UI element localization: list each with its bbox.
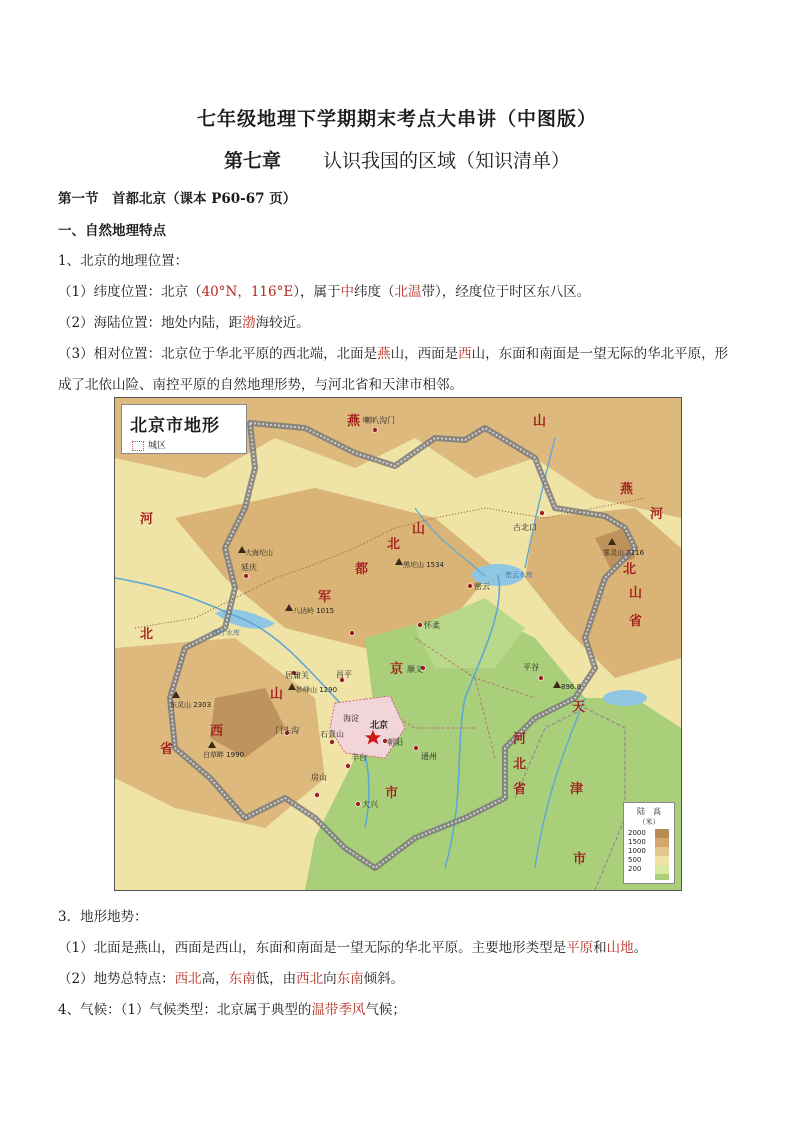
map-title-box bbox=[121, 404, 247, 454]
text-fragment: 4、气候：（1）气候类型：北京属于典型的 bbox=[58, 1002, 312, 1018]
terrain-line-1 bbox=[58, 936, 647, 956]
belt-highlight: 北温 bbox=[394, 284, 422, 300]
peak-label: 大海坨山 bbox=[245, 549, 273, 557]
place-label: 海淀 bbox=[343, 714, 359, 723]
text-fragment: 纬度（ bbox=[353, 284, 395, 300]
text-fragment: 气候； bbox=[365, 1002, 406, 1018]
elevation-swatch bbox=[655, 874, 669, 880]
elevation-level: 2000 bbox=[628, 829, 646, 837]
region-label: 省 bbox=[160, 742, 174, 757]
plain-highlight: 平原 bbox=[566, 940, 594, 956]
elevation-legend bbox=[623, 802, 675, 884]
peak-label: 雾灵山 2116 bbox=[603, 549, 645, 557]
elevation-swatch bbox=[655, 838, 669, 847]
document-title: 七年级地理下学期期末考点大串讲（中图版） bbox=[196, 108, 597, 130]
text-fragment: 山，东面和南面是一望无际的华北平原，形 bbox=[471, 346, 729, 362]
terrain-line-2 bbox=[58, 967, 404, 987]
text-fragment: 海较近。 bbox=[255, 315, 310, 331]
region-label: 山 bbox=[270, 687, 284, 702]
text-fragment: （3）相对位置：北京位于华北平原的西北端，北面是 bbox=[58, 346, 378, 362]
region-label: 市 bbox=[385, 786, 399, 801]
text-fragment: （2）地势总特点： bbox=[58, 971, 175, 987]
map-title: 北京市地形 bbox=[130, 416, 220, 436]
subsection-heading: 一、自然地理特点 bbox=[58, 223, 166, 239]
region-label: 山 bbox=[629, 586, 643, 601]
elevation-swatch bbox=[655, 829, 669, 838]
place-label: 密云 bbox=[474, 582, 490, 591]
legend-city bbox=[132, 438, 166, 451]
nw-highlight: 西北 bbox=[174, 971, 202, 987]
peak-label: 八达岭 1015 bbox=[293, 607, 335, 615]
elevation-swatch bbox=[655, 865, 669, 874]
place-label: 延庆 bbox=[241, 563, 257, 572]
region-label: 北 bbox=[140, 627, 154, 642]
elevation-level: 500 bbox=[628, 856, 642, 864]
place-label: 怀柔 bbox=[424, 621, 440, 630]
region-label: 西 bbox=[210, 724, 224, 739]
elevation-legend-unit: （米） bbox=[638, 818, 660, 826]
place-label: 丰台 bbox=[351, 753, 367, 762]
chapter-title: 认识我国的区域（知识清单） bbox=[323, 150, 571, 172]
place-label: 通州 bbox=[421, 752, 437, 761]
relative-position-line bbox=[58, 342, 728, 362]
text-fragment: 倾斜。 bbox=[363, 971, 405, 987]
text-fragment: （2）海陆位置：地处内陆，距 bbox=[58, 315, 243, 331]
place-label: 大兴 bbox=[362, 800, 378, 809]
place-label: 顺义 bbox=[407, 665, 423, 674]
text-fragment: （1）纬度位置：北京（ bbox=[58, 284, 202, 300]
region-label: 河 bbox=[513, 732, 527, 747]
xi-highlight: 西 bbox=[458, 346, 472, 362]
elevation-swatch bbox=[655, 847, 669, 856]
text-fragment: 和 bbox=[593, 940, 607, 956]
latitude-line bbox=[58, 280, 590, 300]
region-label: 都 bbox=[355, 562, 369, 577]
sea-highlight: 渤 bbox=[242, 315, 256, 331]
chapter-number: 第七章 bbox=[223, 150, 281, 172]
place-label: 喇叭沟门 bbox=[363, 416, 395, 425]
item-location-heading: 1、北京的地理位置： bbox=[58, 253, 189, 269]
region-label: 北 bbox=[513, 757, 527, 772]
region-label: 河 bbox=[140, 512, 154, 527]
beijing-terrain-map bbox=[114, 397, 682, 891]
reservoir-label: 密云水库 bbox=[505, 571, 533, 579]
region-label: 市 bbox=[573, 852, 587, 867]
text-fragment: 带），经度位于时区东八区。 bbox=[421, 284, 591, 300]
se-highlight: 东南 bbox=[336, 971, 364, 987]
section-heading: 第一节 首都北京（课本 P60-67 页） bbox=[58, 191, 297, 207]
region-label: 京 bbox=[390, 662, 404, 677]
place-label: 昌平 bbox=[336, 670, 352, 679]
chapter-heading bbox=[0, 146, 794, 173]
region-label: 山 bbox=[412, 522, 426, 537]
text-fragment: 高， bbox=[201, 971, 229, 987]
climate-highlight: 温带季风 bbox=[311, 1002, 366, 1018]
nw-highlight: 西北 bbox=[296, 971, 324, 987]
text-fragment: 低，由 bbox=[255, 971, 297, 987]
elevation-level: 1000 bbox=[628, 847, 646, 855]
text-fragment: （1）北面是燕山，西面是西山，东面和南面是一望无际的华北平原。主要地形类型是 bbox=[58, 940, 567, 956]
terrain-heading: 3．地形地势： bbox=[58, 909, 148, 925]
peak-label: 东灵山 2303 bbox=[170, 701, 212, 709]
se-highlight: 东南 bbox=[228, 971, 256, 987]
region-label: 山 bbox=[533, 414, 547, 429]
sea-position-line bbox=[58, 311, 310, 331]
reservoir-label: 官厅水库 bbox=[212, 629, 240, 637]
elevation-swatch bbox=[655, 856, 669, 865]
region-label: 北 bbox=[387, 537, 401, 552]
text-fragment: ），属于 bbox=[293, 284, 341, 300]
region-label: 燕 bbox=[347, 414, 361, 429]
terrain-map-graphic bbox=[115, 398, 681, 890]
place-label: 居庸关 bbox=[285, 671, 309, 680]
place-label: 北京 bbox=[370, 721, 389, 731]
peak-label: 896.8 bbox=[561, 683, 582, 691]
peak-label: 妙峰山 1290 bbox=[296, 686, 338, 694]
place-label: 石景山 bbox=[320, 730, 344, 739]
peak-label: 黑坨山 1534 bbox=[403, 561, 445, 569]
place-label: 古北口 bbox=[513, 523, 537, 532]
place-label: 门头沟 bbox=[275, 726, 299, 735]
region-label: 燕 bbox=[620, 482, 634, 497]
region-label: 省 bbox=[629, 614, 643, 629]
zone-highlight: 中 bbox=[340, 284, 354, 300]
text-fragment: 向 bbox=[323, 971, 337, 987]
elevation-level: 1500 bbox=[628, 838, 646, 846]
region-label: 北 bbox=[623, 562, 637, 577]
legend-city-label: 城区 bbox=[148, 441, 167, 451]
place-label: 朝阳 bbox=[387, 738, 403, 747]
mountain-highlight: 山地 bbox=[606, 940, 634, 956]
elevation-legend-header: 陆 高 bbox=[637, 807, 661, 816]
yan-highlight: 燕 bbox=[377, 346, 391, 362]
region-label: 津 bbox=[570, 782, 584, 797]
region-label: 天 bbox=[572, 700, 586, 715]
place-label: 房山 bbox=[311, 773, 327, 782]
peak-label: 白草畔 1990 bbox=[203, 751, 245, 759]
relative-position-line-2: 成了北依山险、南控平原的自然地理形势，与河北省和天津市相邻。 bbox=[58, 377, 463, 393]
city-swatch bbox=[132, 441, 144, 451]
coords-highlight: 40°N，116°E bbox=[201, 284, 294, 300]
text-fragment: 。 bbox=[633, 940, 648, 956]
region-label: 省 bbox=[513, 782, 527, 797]
place-label: 平谷 bbox=[523, 663, 539, 672]
region-label: 河 bbox=[650, 507, 664, 522]
elevation-level: 200 bbox=[628, 865, 642, 873]
region-label: 军 bbox=[318, 590, 332, 605]
climate-line bbox=[58, 998, 406, 1018]
text-fragment: 山，西面是 bbox=[390, 346, 459, 362]
